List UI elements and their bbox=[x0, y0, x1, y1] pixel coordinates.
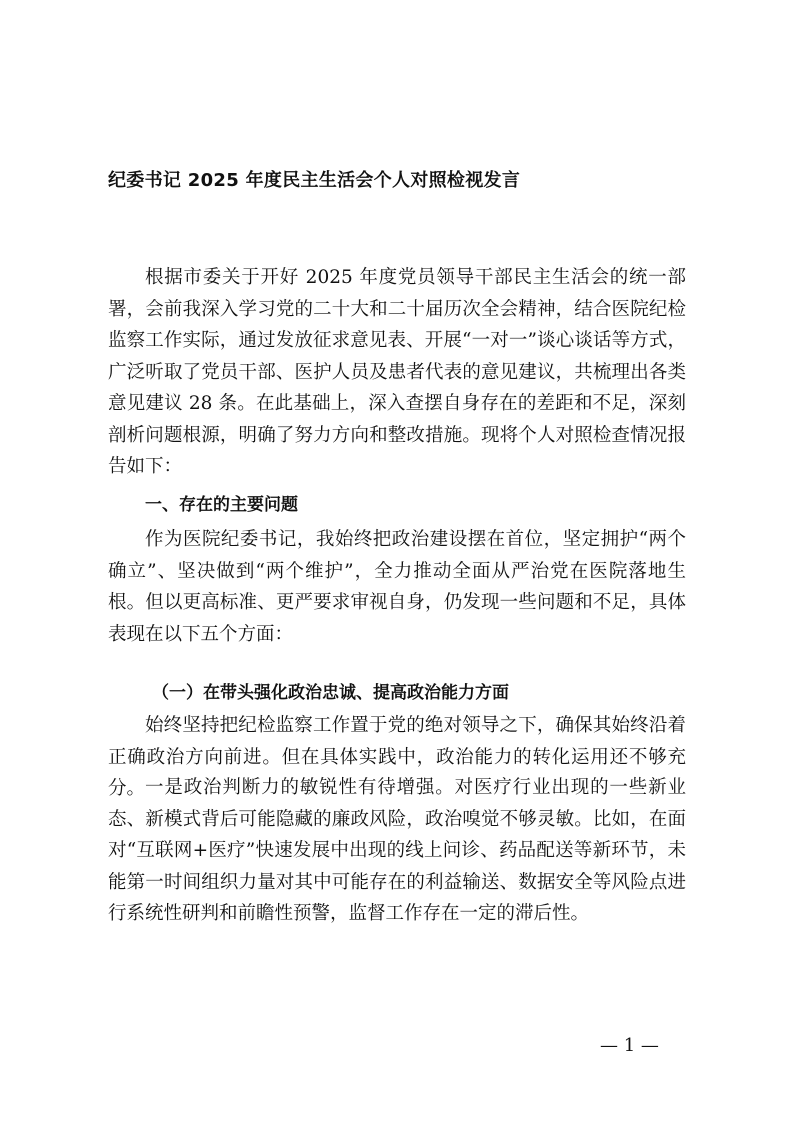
section-heading-main-problems: 一、存在的主要问题 bbox=[145, 495, 298, 515]
subsection1-paragraph-2: 一是政治判断力的敏锐性有待增强。对医疗行业出现的一些新业态、新模式背后可能隐藏的廉政风险，政治嗅觉不够灵敏。比如，在面对“互联网+医疗”快速发展中出现的线上问诊、药品配送等新环节，未能第一时间组织力量对其中可能存在的利益输送、数据安全等风险点进行系统性研判和前瞻性预警，监督工作存在一定的滞后性。 bbox=[108, 777, 686, 924]
subsection-heading-political-loyalty: （一）在带头强化政治忠诚、提高政治能力方面 bbox=[152, 683, 509, 703]
document-title: 纪委书记 2025 年度民主生活会个人对照检视发言 bbox=[108, 170, 521, 191]
section1-intro-paragraph: 作为医院纪委书记，我始终把政治建设摆在首位，坚定拥护“两个确立”、坚决做到“两个维护”，全力推动全面从严治党在医院落地生根。但以更高标准、更严要求审视自身，仍发现一些问题和不足，具体表现在以下五个方面： bbox=[108, 529, 686, 645]
subsection1-paragraph-1: 始终坚持把纪检监察工作置于党的绝对领导之下，确保其始终沿着正确政治方向前进。但在具体实践中，政治能力的转化运用还不够充分。 bbox=[108, 715, 686, 799]
intro-paragraph: 根据市委关于开好 2025 年度党员领导干部民主生活会的统一部署，会前我深入学习党的二十大和二十届历次全会精神，结合医院纪检监察工作实际，通过发放征求意见表、开展“一对一”谈心谈话等方式，广泛听取了党员干部、医护人员及患者代表的意见建议，共梳理出各类意见建议 28 条。在此基础上，深入查摆自身存在的差距和不足，深刻剖析问题根源，明确了努力方向和整改措施。现将个人对照检查情况报告如下： bbox=[108, 267, 686, 477]
page-number: — 1 — bbox=[600, 1035, 659, 1056]
